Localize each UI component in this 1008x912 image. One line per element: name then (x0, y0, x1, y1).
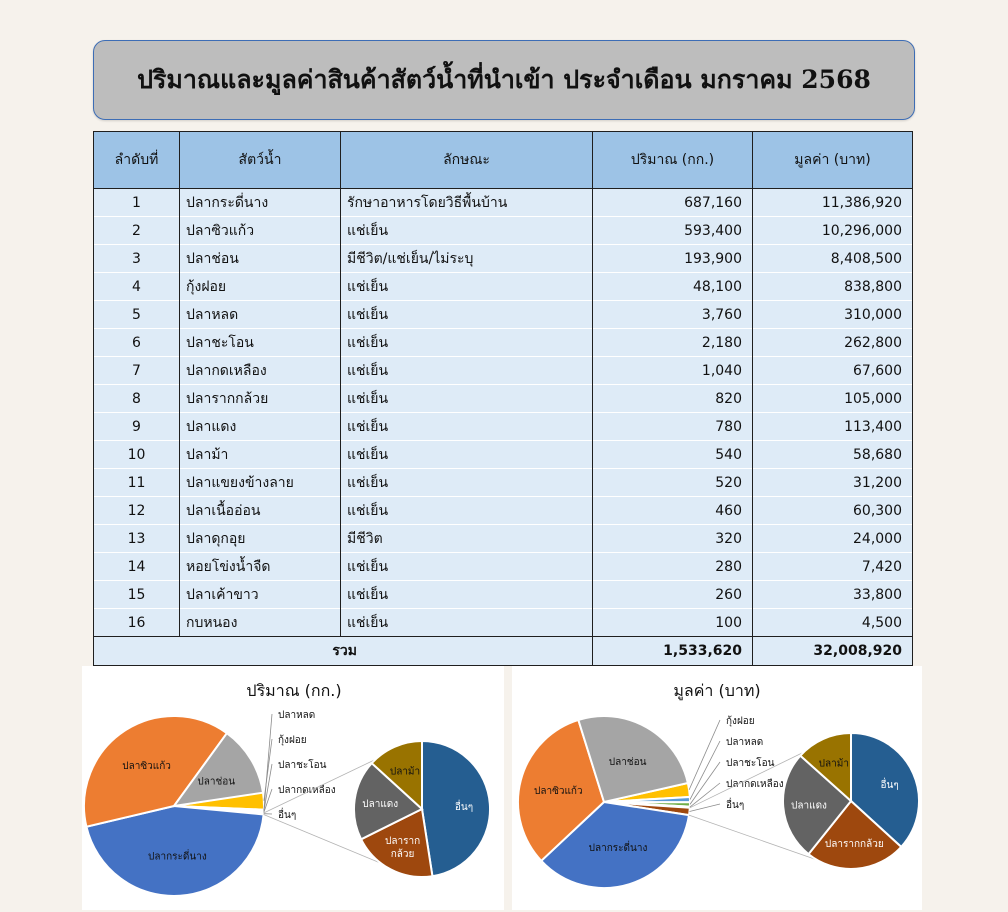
cell-qty: 280 (593, 553, 753, 581)
cell-type: แช่เย็น (341, 329, 593, 357)
cell-qty: 193,900 (593, 245, 753, 273)
table-row (94, 525, 913, 553)
value-main-slice-label: ปลาช่อน (608, 757, 647, 768)
table-total-row (94, 637, 913, 666)
table-row (94, 217, 913, 245)
table-row (94, 469, 913, 497)
cell-type: แช่เย็น (341, 301, 593, 329)
cell-no: 1 (94, 189, 180, 217)
qty-chart-panel (82, 666, 504, 910)
qty-chart-title: ปริมาณ (กก.) (246, 681, 342, 700)
value-callout-label: ปลาชะโอน (726, 758, 775, 769)
cell-no: 11 (94, 469, 180, 497)
cell-qty: 460 (593, 497, 753, 525)
cell-animal: ปลาหลด (180, 301, 341, 329)
cell-type: มีชีวิต/แช่เย็น/ไม่ระบุ (341, 245, 593, 273)
cell-qty: 48,100 (593, 273, 753, 301)
cell-type: แช่เย็น (341, 357, 593, 385)
cell-animal: ปลาแขยงข้างลาย (180, 469, 341, 497)
cell-no: 7 (94, 357, 180, 385)
cell-value: 31,200 (753, 469, 913, 497)
table-row (94, 329, 913, 357)
cell-qty: 520 (593, 469, 753, 497)
cell-qty: 540 (593, 441, 753, 469)
qty-sub-slice-label: กล้วย (390, 848, 415, 860)
value-callout-line (690, 741, 720, 800)
import-table (93, 131, 913, 666)
table-row (94, 497, 913, 525)
value-pie-chart (512, 666, 922, 910)
value-callout-label: ปลาหลด (726, 737, 764, 748)
table-row (94, 301, 913, 329)
cell-no: 2 (94, 217, 180, 245)
cell-type: แช่เย็น (341, 553, 593, 581)
cell-animal: กบหนอง (180, 609, 341, 637)
table-header-row (94, 132, 913, 189)
cell-type: แช่เย็น (341, 413, 593, 441)
cell-qty: 2,180 (593, 329, 753, 357)
header-value: มูลค่า (บาท) (753, 132, 913, 189)
total-qty: 1,533,620 (593, 637, 753, 666)
table-row (94, 357, 913, 385)
cell-value: 262,800 (753, 329, 913, 357)
cell-value: 10,296,000 (753, 217, 913, 245)
cell-value: 67,600 (753, 357, 913, 385)
value-callout-label: ปลากดเหลือง (726, 779, 784, 790)
table-row (94, 553, 913, 581)
cell-qty: 260 (593, 581, 753, 609)
cell-value: 838,800 (753, 273, 913, 301)
qty-sub-slice-label: ปลาราก (385, 835, 421, 847)
table-row (94, 245, 913, 273)
table-body (94, 189, 913, 637)
cell-value: 105,000 (753, 385, 913, 413)
cell-qty: 820 (593, 385, 753, 413)
cell-type: แช่เย็น (341, 273, 593, 301)
cell-no: 3 (94, 245, 180, 273)
cell-value: 58,680 (753, 441, 913, 469)
table-row (94, 581, 913, 609)
qty-main-slice-label: ปลาซิวแก้ว (122, 760, 171, 772)
cell-no: 13 (94, 525, 180, 553)
value-callout-line (690, 804, 721, 812)
cell-animal: หอยโข่งน้ำจืด (180, 553, 341, 581)
qty-sub-slice-label: ปลาม้า (389, 766, 421, 778)
cell-type: แช่เย็น (341, 469, 593, 497)
cell-value: 11,386,920 (753, 189, 913, 217)
cell-type: แช่เย็น (341, 497, 593, 525)
qty-callout-label: อื่นๆ (278, 810, 297, 821)
value-main-slice-label: ปลาซิวแก้ว (533, 786, 583, 797)
cell-animal: ปลาเนื้ออ่อน (180, 497, 341, 525)
cell-type: แช่เย็น (341, 609, 593, 637)
cell-qty: 780 (593, 413, 753, 441)
cell-no: 9 (94, 413, 180, 441)
cell-qty: 320 (593, 525, 753, 553)
cell-animal: ปลากระดี่นาง (180, 189, 341, 217)
qty-callout-label: ปลากดเหลือง (278, 785, 336, 796)
qty-main-slice-label: ปลากระดี่นาง (148, 851, 207, 863)
page-title: ปริมาณและมูลค่าสินค้าสัตว์น้ำที่นำเข้า ประจำเดือน มกราคม 2568 (137, 65, 871, 94)
qty-sub-slice-label: ปลาแดง (362, 799, 399, 811)
value-sub-slice-label: ปลาม้า (818, 758, 849, 770)
table-row (94, 609, 913, 637)
cell-value: 310,000 (753, 301, 913, 329)
value-callout-line (690, 762, 720, 804)
value-chart-panel (512, 666, 922, 910)
cell-type: แช่เย็น (341, 441, 593, 469)
total-label: รวม (94, 637, 593, 666)
table-row (94, 441, 913, 469)
cell-type: รักษาอาหารโดยวิธีพื้นบ้าน (341, 189, 593, 217)
cell-animal: ปลาชะโอน (180, 329, 341, 357)
qty-callout-line (264, 714, 272, 810)
title-banner (93, 40, 915, 120)
cell-type: แช่เย็น (341, 581, 593, 609)
value-callout-label: อื่นๆ (726, 800, 745, 811)
cell-qty: 3,760 (593, 301, 753, 329)
cell-no: 10 (94, 441, 180, 469)
header-no: ลำดับที่ (94, 132, 180, 189)
cell-no: 8 (94, 385, 180, 413)
cell-qty: 593,400 (593, 217, 753, 245)
cell-no: 4 (94, 273, 180, 301)
cell-qty: 100 (593, 609, 753, 637)
cell-no: 12 (94, 497, 180, 525)
qty-sub-slice-label: อื่นๆ (454, 801, 474, 813)
cell-no: 16 (94, 609, 180, 637)
table-row (94, 385, 913, 413)
cell-value: 7,420 (753, 553, 913, 581)
table-row (94, 189, 913, 217)
cell-qty: 1,040 (593, 357, 753, 385)
qty-callout-label: ปลาชะโอน (278, 760, 327, 771)
cell-value: 24,000 (753, 525, 913, 553)
value-sub-slice-label: ปลาแดง (791, 800, 827, 812)
qty-callout-label: ปลาหลด (278, 710, 316, 721)
cell-animal: ปลาซิวแก้ว (180, 217, 341, 245)
value-sub-slice-label: ปลารากกล้วย (824, 839, 884, 850)
cell-value: 8,408,500 (753, 245, 913, 273)
cell-animal: กุ้งฝอย (180, 273, 341, 301)
value-callout-label: กุ้งฝอย (726, 716, 755, 727)
cell-no: 14 (94, 553, 180, 581)
cell-value: 113,400 (753, 413, 913, 441)
qty-callout-label: กุ้งฝอย (278, 735, 307, 746)
cell-value: 60,300 (753, 497, 913, 525)
cell-animal: ปลาช่อน (180, 245, 341, 273)
cell-animal: ปลาดุกอุย (180, 525, 341, 553)
cell-no: 6 (94, 329, 180, 357)
cell-no: 5 (94, 301, 180, 329)
value-sub-slice-label: อื่นๆ (880, 780, 899, 791)
cell-animal: ปลาม้า (180, 441, 341, 469)
header-qty: ปริมาณ (กก.) (593, 132, 753, 189)
cell-type: แช่เย็น (341, 385, 593, 413)
table-row (94, 413, 913, 441)
value-main-slice-label: ปลากระดี่นาง (588, 843, 648, 855)
cell-value: 4,500 (753, 609, 913, 637)
cell-animal: ปลารากกล้วย (180, 385, 341, 413)
cell-animal: ปลาแดง (180, 413, 341, 441)
cell-value: 33,800 (753, 581, 913, 609)
value-chart-title: มูลค่า (บาท) (673, 681, 761, 700)
qty-pie-chart (82, 666, 504, 910)
value-callout-line (689, 720, 720, 790)
header-type: ลักษณะ (341, 132, 593, 189)
total-value: 32,008,920 (753, 637, 913, 666)
cell-animal: ปลากดเหลือง (180, 357, 341, 385)
cell-type: มีชีวิต (341, 525, 593, 553)
table-row (94, 273, 913, 301)
cell-type: แช่เย็น (341, 217, 593, 245)
header-animal: สัตว์น้ำ (180, 132, 341, 189)
cell-qty: 687,160 (593, 189, 753, 217)
cell-animal: ปลาเค้าขาว (180, 581, 341, 609)
cell-no: 15 (94, 581, 180, 609)
qty-main-slice-label: ปลาช่อน (197, 776, 236, 788)
